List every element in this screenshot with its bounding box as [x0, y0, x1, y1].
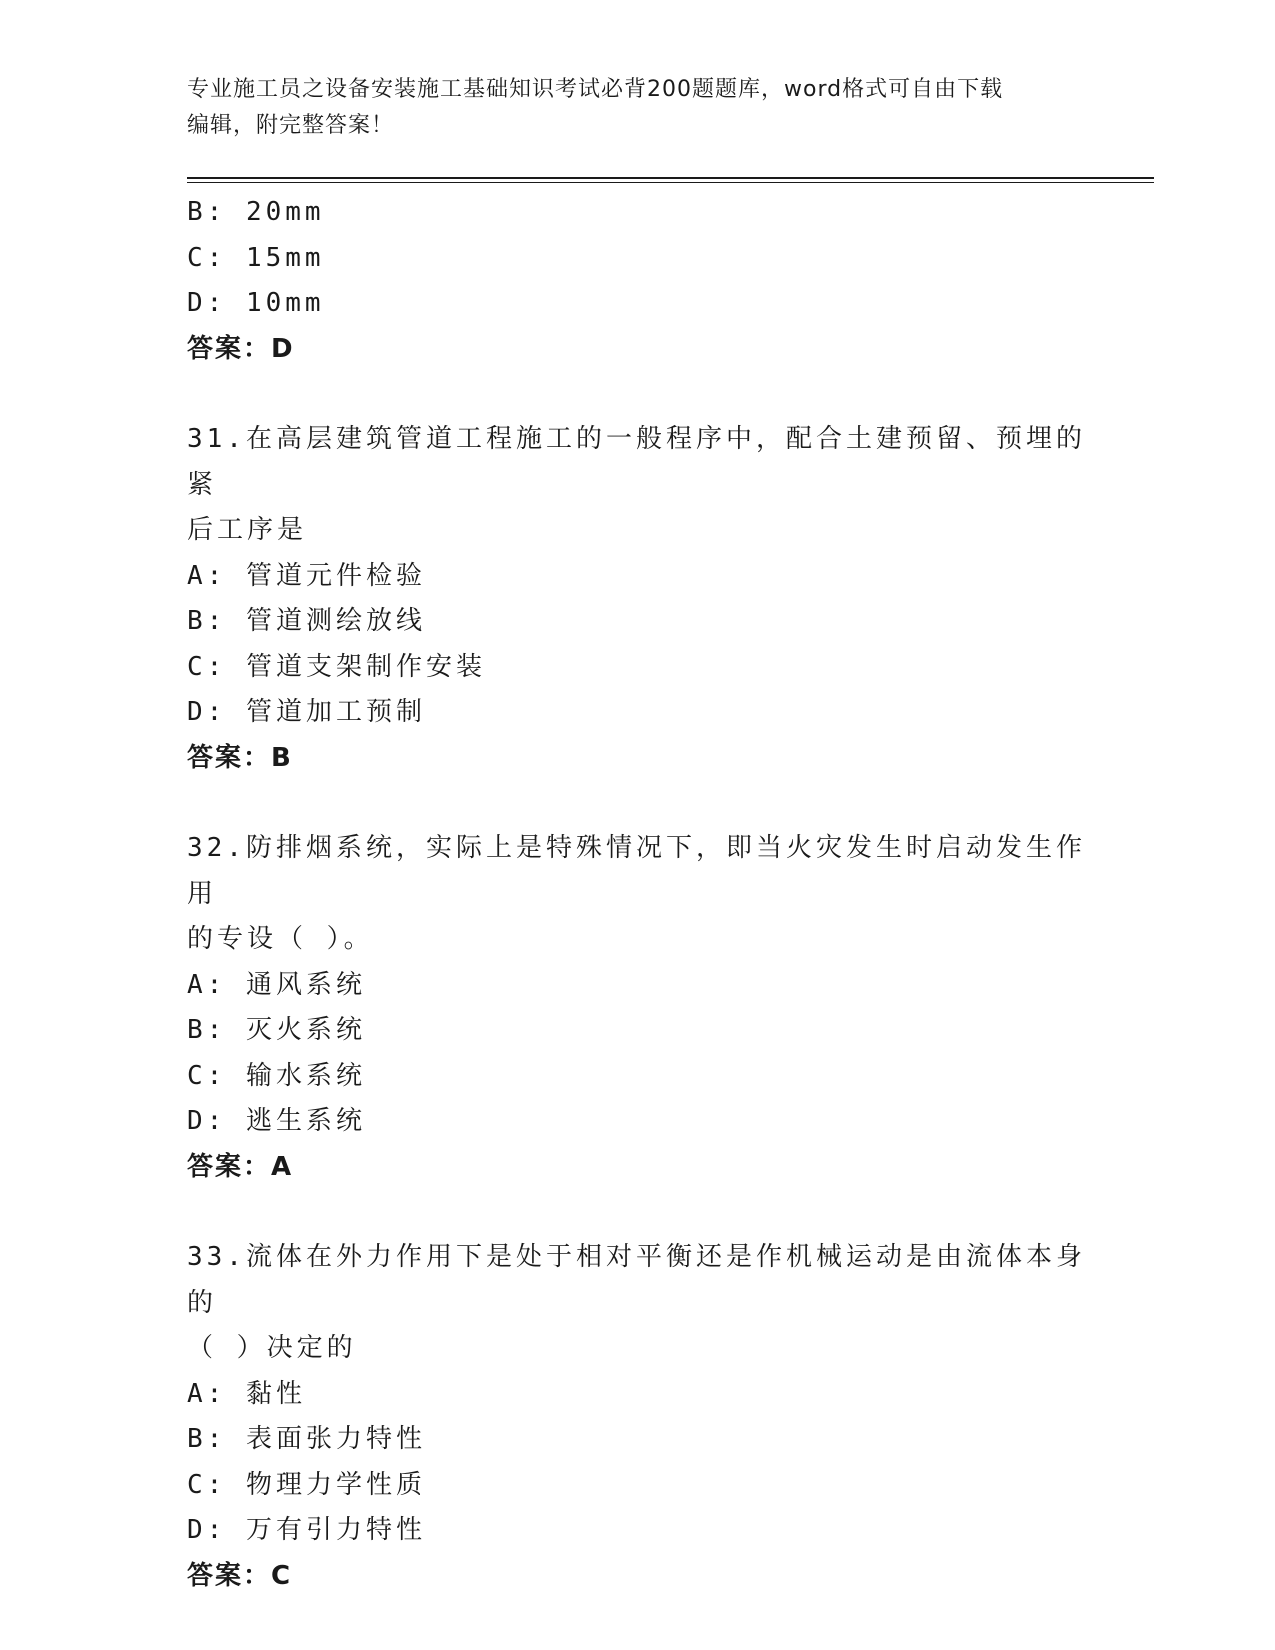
option-c: C: 物理力学性质 [187, 1469, 426, 1500]
question-text-line-1: 31.在高层建筑管道工程施工的一般程序中，配合土建预留、预埋的紧 [187, 424, 1086, 500]
option-c: C: 15mm [187, 242, 325, 273]
question-30-continuation [187, 190, 1087, 372]
question-text-line-1: 33.流体在外力作用下是处于相对平衡还是作机械运动是由流体本身的 [187, 1242, 1086, 1318]
option-d: D: 管道加工预制 [187, 697, 426, 727]
answer-label: 答案：B [187, 742, 293, 773]
question-32 [187, 826, 1087, 1190]
question-list [187, 190, 1087, 1599]
question-33 [187, 1235, 1087, 1599]
spacer [187, 372, 1087, 417]
question-text-line-2: （ ）决定的 [187, 1333, 357, 1363]
option-a: A: 通风系统 [187, 969, 366, 1000]
option-d: D: 逃生系统 [187, 1106, 366, 1136]
question-31 [187, 417, 1087, 781]
question-text-line-2: 后工序是 [187, 515, 308, 545]
document-header [187, 72, 1087, 144]
question-text-line-1: 32.防排烟系统，实际上是特殊情况下，即当火灾发生时启动发生作用 [187, 833, 1086, 909]
option-c: C: 管道支架制作安装 [187, 651, 486, 682]
answer-label: 答案：A [187, 1151, 294, 1182]
option-a: A: 黏性 [187, 1378, 306, 1409]
option-b: B: 表面张力特性 [187, 1424, 426, 1454]
option-a: A: 管道元件检验 [187, 560, 426, 591]
option-b: B: 20mm [187, 197, 325, 227]
header-divider-thin [187, 182, 1154, 183]
spacer [187, 1190, 1087, 1235]
question-text-line-2: 的专设（ ）。 [187, 924, 374, 954]
header-divider-thick [187, 177, 1154, 179]
option-b: B: 管道测绘放线 [187, 606, 426, 636]
header-line-1: 专业施工员之设备安装施工基础知识考试必背200题题库，word格式可自由下载 [187, 77, 1004, 102]
spacer [187, 781, 1087, 826]
option-b: B: 灭火系统 [187, 1015, 366, 1045]
answer-label: 答案：D [187, 333, 295, 364]
option-d: D: 万有引力特性 [187, 1515, 426, 1545]
answer-label: 答案：C [187, 1560, 293, 1591]
option-d: D: 10mm [187, 288, 325, 318]
option-c: C: 输水系统 [187, 1060, 366, 1091]
header-line-2: 编辑，附完整答案！ [187, 113, 395, 138]
